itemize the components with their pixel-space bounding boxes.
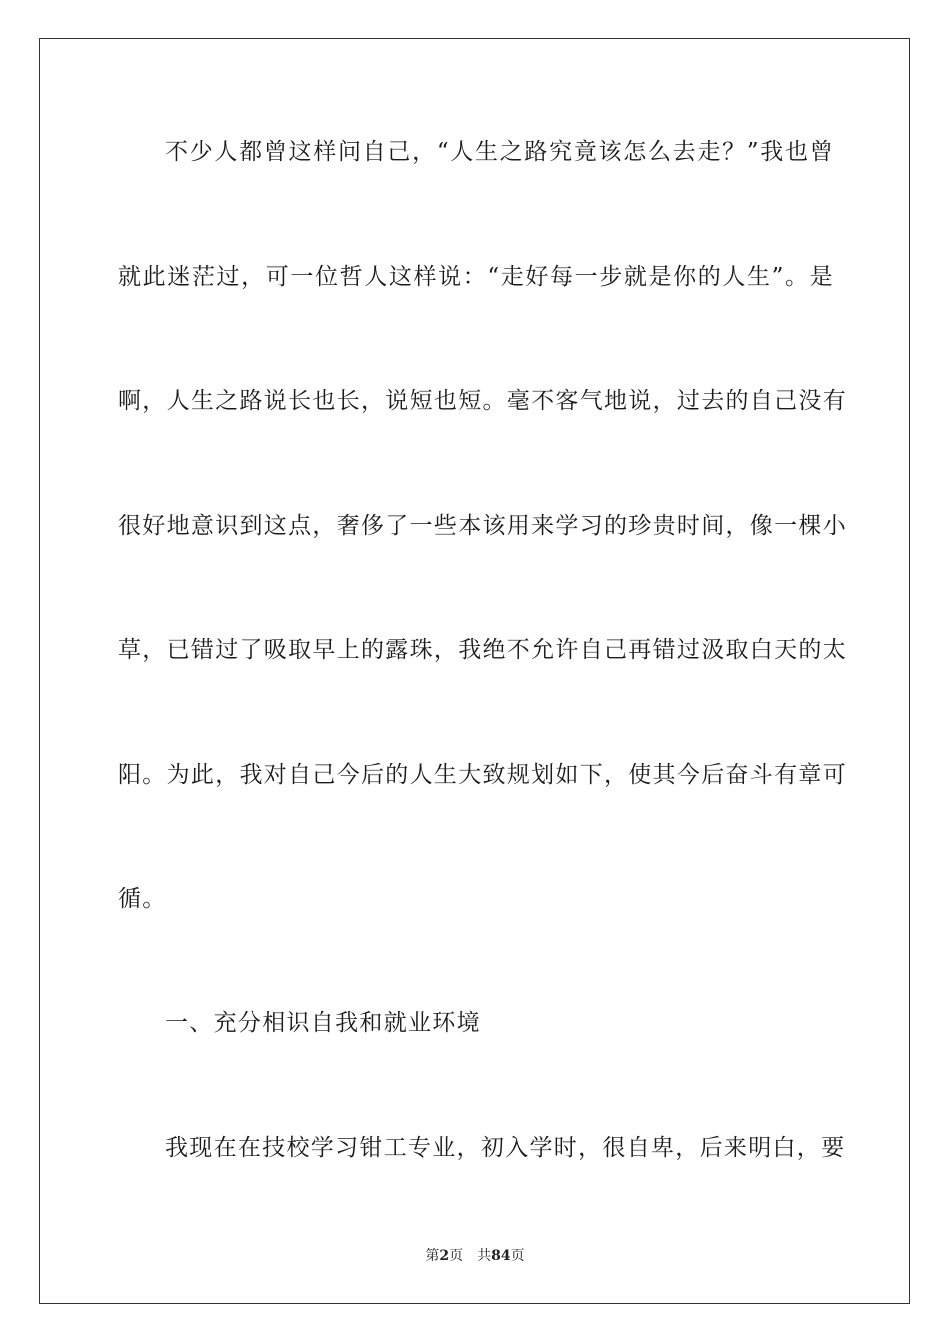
paragraph-line-7: 循。 bbox=[118, 886, 167, 912]
total-suffix: 页 bbox=[510, 1248, 525, 1264]
paragraph-line-4: 很好地意识到这点，奢侈了一些本该用来学习的珍贵时间，像一棵小 bbox=[118, 513, 847, 539]
paragraph-line-6: 阳。为此，我对自己今后的人生大致规划如下，使其今后奋斗有章可 bbox=[118, 762, 847, 788]
paragraph-line-1: 不少人都曾这样问自己，“人生之路究竟该怎么去走？”我也曾 bbox=[165, 139, 834, 165]
page-suffix: 页 bbox=[449, 1248, 464, 1264]
paragraph-line-2: 就此迷茫过，可一位哲人这样说：“走好每一步就是你的人生”。是 bbox=[118, 264, 834, 290]
paragraph-line-5: 草，已错过了吸取早上的露珠，我绝不允许自己再错过汲取白天的太 bbox=[118, 637, 847, 663]
page-number: 2 bbox=[439, 1248, 450, 1264]
total-pages: 84 bbox=[491, 1248, 511, 1264]
total-prefix: 共 bbox=[477, 1248, 492, 1264]
page-footer bbox=[0, 1246, 950, 1266]
paragraph-line-9: 我现在在技校学习钳工专业，初入学时，很自卑，后来明白，要 bbox=[165, 1135, 846, 1161]
paragraph-line-3: 啊，人生之路说长也长，说短也短。毫不客气地说，过去的自己没有 bbox=[118, 388, 847, 414]
section-heading: 一、充分相识自我和就业环境 bbox=[165, 1010, 481, 1036]
page-prefix: 第 bbox=[425, 1248, 440, 1264]
page-border bbox=[39, 38, 910, 1304]
